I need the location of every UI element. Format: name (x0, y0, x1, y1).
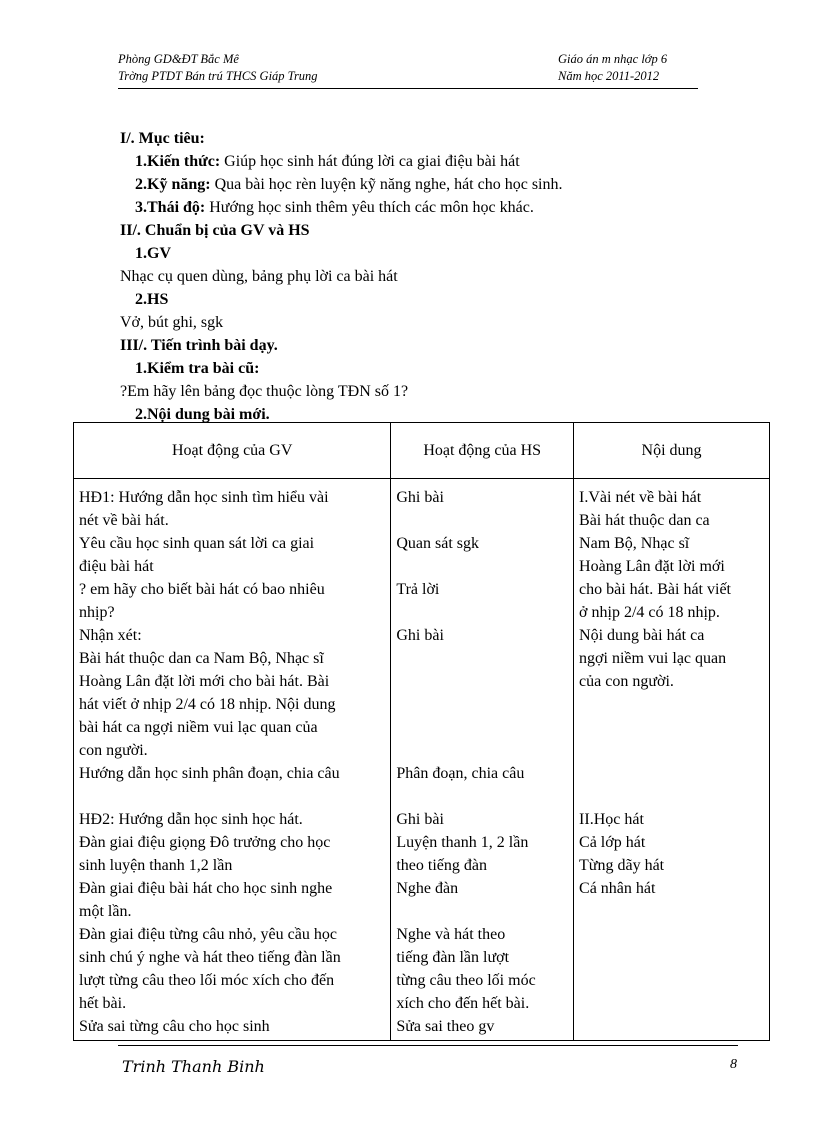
cell-line: Sửa sai theo gv (396, 1018, 495, 1035)
header-left (118, 51, 318, 85)
cell-gap (79, 785, 385, 808)
section-preparation-title: II/. Chuẩn bị của GV và HS (120, 222, 310, 239)
cell-line: nhịp? (79, 604, 115, 621)
cell-line: HĐ2: Hướng dẫn học sinh học hát. (79, 811, 303, 828)
cell-line: bài hát ca ngợi niềm vui lạc quan của (79, 719, 318, 736)
table-row-hd2 (74, 808, 770, 1041)
hd1-teacher-cell (74, 479, 391, 809)
cell-line: sinh luyện thanh 1,2 lần (79, 857, 233, 874)
cell-gap (396, 900, 568, 923)
lesson-activity-table (73, 422, 770, 1041)
cell-line: Hoàng Lân đặt lời mới cho bài hát. Bài (79, 673, 330, 690)
header-school-office: Phòng GD&ĐT Bắc Mê (118, 52, 239, 66)
cell-line: Ghi bài (396, 811, 444, 828)
cell-line: Đàn giai điệu giọng Đô trưởng cho học (79, 834, 331, 851)
cell-line: Bài hát thuộc dan ca (579, 512, 710, 529)
new-lesson-label: 2.Nội dung bài mới. (135, 406, 270, 423)
cell-line: Yêu cầu học sinh quan sát lời ca giai (79, 535, 315, 552)
prep-hs-text: Vở, bút ghi, sgk (120, 314, 224, 331)
cell-line: Nghe đàn (396, 880, 459, 897)
cell-line: sinh chú ý nghe và hát theo tiếng đàn lần (79, 949, 341, 966)
cell-line: ? em hãy cho biết bài hát có bao nhiêu (79, 581, 325, 598)
cell-line: cho bài hát. Bài hát viết (579, 581, 731, 598)
header-divider (118, 88, 698, 89)
header-content: Nội dung (574, 423, 770, 479)
page-number: 8 (730, 1057, 737, 1072)
table-row-hd1 (74, 479, 770, 809)
cell-gap (396, 693, 568, 716)
objective-attitude: 3.Thái độ: Hướng học sinh thêm yêu thích các môn học khác. (135, 199, 534, 216)
cell-line: Từng dãy hát (579, 857, 665, 874)
footer-author-signature: Trinh Thanh Binh (122, 1057, 265, 1076)
section-process-title: III/. Tiến trình bài dạy. (120, 337, 278, 354)
cell-line: Bài hát thuộc dan ca Nam Bộ, Nhạc sĩ (79, 650, 324, 667)
prep-gv-text: Nhạc cụ quen dùng, bảng phụ lời ca bài hát (120, 268, 398, 285)
cell-gap (396, 555, 568, 578)
cell-line: con người. (79, 742, 148, 759)
cell-line: Nội dung bài hát ca (579, 627, 705, 644)
cell-gap (396, 509, 568, 532)
cell-line: HĐ1: Hướng dẫn học sinh tìm hiểu vài (79, 489, 329, 506)
cell-line: Cả lớp hát (579, 834, 646, 851)
cell-line: Nhận xét: (79, 627, 142, 644)
cell-line: Hướng dẫn học sinh phân đoạn, chia câu (79, 765, 340, 782)
cell-line: hát viết ở nhịp 2/4 có 18 nhịp. Nội dung (79, 696, 336, 713)
hd1-student-cell (391, 479, 574, 809)
cell-line: nét về bài hát. (79, 512, 169, 529)
cell-line: Luyện thanh 1, 2 lần (396, 834, 529, 851)
cell-line: Ghi bài (396, 489, 444, 506)
cell-line: II.Học hát (579, 811, 644, 828)
cell-gap (396, 670, 568, 693)
section-objectives-title: I/. Mục tiêu: (120, 130, 205, 147)
header-student-activity: Hoạt động của HS (391, 423, 574, 479)
check-old-lesson-question: ?Em hãy lên bảng đọc thuộc lòng TĐN số 1? (120, 383, 409, 400)
cell-line: Ghi bài (396, 627, 444, 644)
cell-line: điệu bài hát (79, 558, 154, 575)
cell-line: Nam Bộ, Nhạc sĩ (579, 535, 690, 552)
cell-line: Sửa sai từng câu cho học sinh (79, 1018, 270, 1035)
cell-line: tiếng đàn lần lượt (396, 949, 510, 966)
prep-hs-label: 2.HS (135, 291, 169, 308)
check-old-lesson-label: 1.Kiểm tra bài cũ: (135, 360, 260, 377)
cell-line: theo tiếng đàn (396, 857, 487, 874)
cell-line: một lần. (79, 903, 132, 920)
hd2-teacher-cell (74, 808, 391, 1041)
cell-line: Hoàng Lân đặt lời mới (579, 558, 725, 575)
lesson-body (120, 127, 760, 426)
cell-gap (396, 601, 568, 624)
hd1-content-cell (574, 479, 770, 809)
cell-line: lượt từng câu theo lối móc xích cho đến (79, 972, 335, 989)
cell-line: xích cho đến hết bài. (396, 995, 530, 1012)
footer-divider (118, 1045, 738, 1046)
cell-line: Phân đoạn, chia câu (396, 765, 525, 782)
header-year: Năm học 2011-2012 (558, 69, 660, 83)
hd2-content-cell (574, 808, 770, 1041)
cell-line: ở nhịp 2/4 có 18 nhịp. (579, 604, 720, 621)
cell-line: Cá nhân hát (579, 880, 656, 897)
cell-gap (396, 716, 568, 739)
cell-gap (396, 739, 568, 762)
cell-line: Đàn giai điệu bài hát cho học sinh nghe (79, 880, 333, 897)
table-header-row (74, 423, 770, 479)
cell-line: hết bài. (79, 995, 127, 1012)
cell-line: ngợi niềm vui lạc quan (579, 650, 727, 667)
header-school-name: Trờng PTDT Bán trú THCS Giáp Trung (118, 69, 318, 83)
cell-line: I.Vài nét về bài hát (579, 489, 702, 506)
objective-knowledge: 1.Kiến thức: Giúp học sinh hát đúng lời ca giai điệu bài hát (135, 153, 520, 170)
cell-line: Trả lời (396, 581, 440, 598)
cell-line: từng câu theo lối móc (396, 972, 536, 989)
header-right (558, 51, 667, 85)
hd2-student-cell (391, 808, 574, 1041)
prep-gv-label: 1.GV (135, 245, 171, 262)
cell-line: Đàn giai điệu từng câu nhỏ, yêu cầu học (79, 926, 337, 943)
header-subject: Giáo án m nhạc lớp 6 (558, 52, 668, 66)
cell-gap (396, 647, 568, 670)
cell-line: của con người. (579, 673, 674, 690)
objective-skill: 2.Kỹ năng: Qua bài học rèn luyện kỹ năng nghe, hát cho học sinh. (135, 176, 563, 193)
cell-line: Nghe và hát theo (396, 926, 506, 943)
header-teacher-activity: Hoạt động của GV (74, 423, 391, 479)
cell-line: Quan sát sgk (396, 535, 480, 552)
